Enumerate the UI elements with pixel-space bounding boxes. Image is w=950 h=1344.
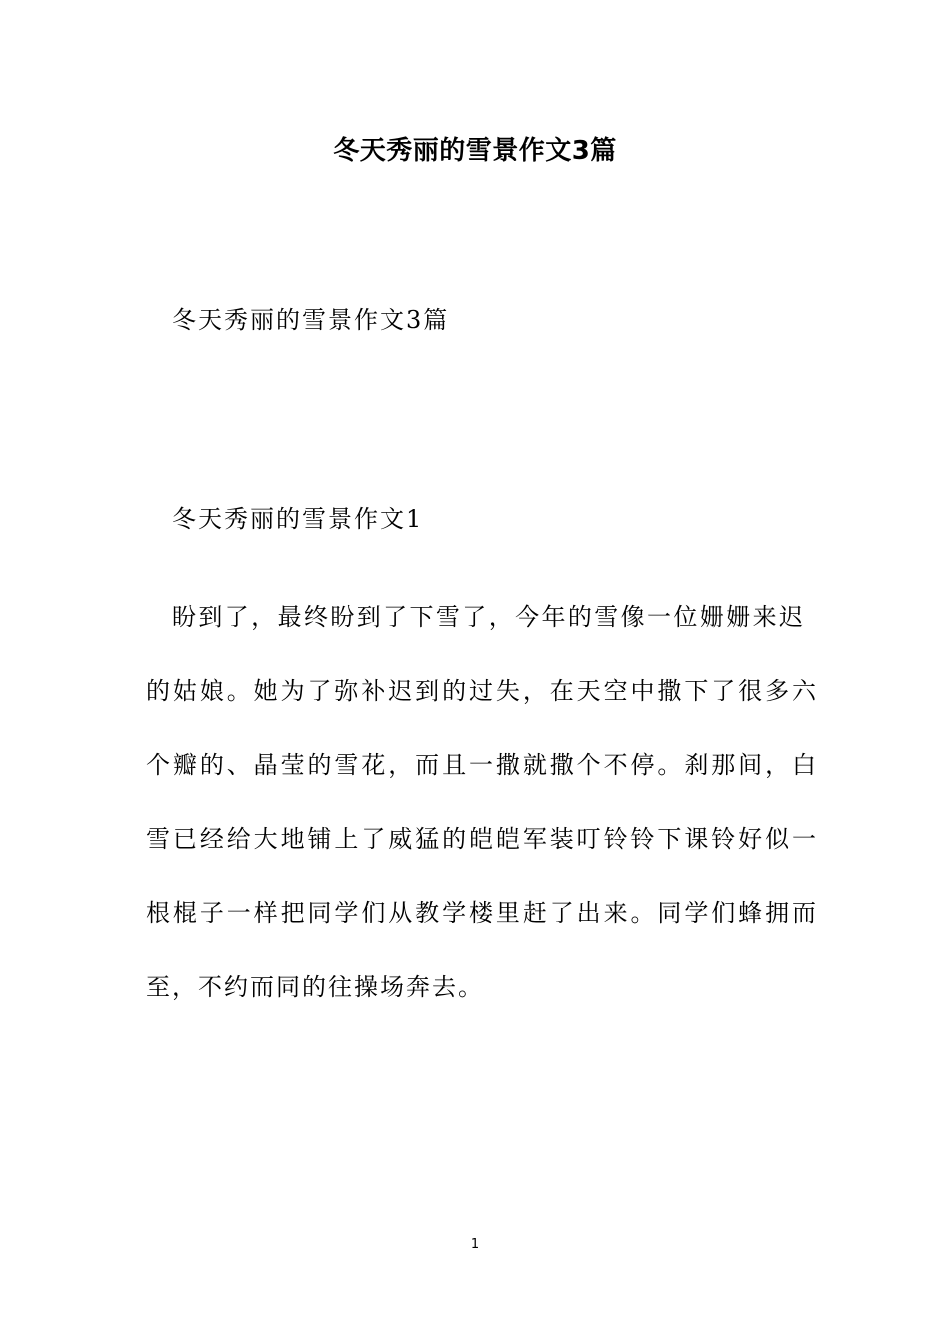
document-title: 冬天秀丽的雪景作文3篇	[333, 136, 617, 166]
subtitle-line: 冬天秀丽的雪景作文3篇	[172, 306, 450, 334]
paragraph-line: 个瓣的、晶莹的雪花，而且一撒就撒个不停。刹那间，白	[146, 751, 816, 779]
paragraph-line: 的姑娘。她为了弥补迟到的过失，在天空中撒下了很多六	[146, 677, 816, 705]
paragraph-line: 至，不约而同的往操场奔去。	[146, 973, 484, 1001]
paragraph-line: 雪已经给大地铺上了威猛的皑皑军装叮铃铃下课铃好似一	[146, 825, 816, 853]
paragraph-line: 盼到了，最终盼到了下雪了，今年的雪像一位姗姗来迟	[172, 603, 803, 631]
paragraph-line: 根棍子一样把同学们从教学楼里赶了出来。同学们蜂拥而	[146, 899, 816, 927]
page-number: 1	[470, 1237, 480, 1252]
section-heading: 冬天秀丽的雪景作文1	[172, 505, 424, 533]
